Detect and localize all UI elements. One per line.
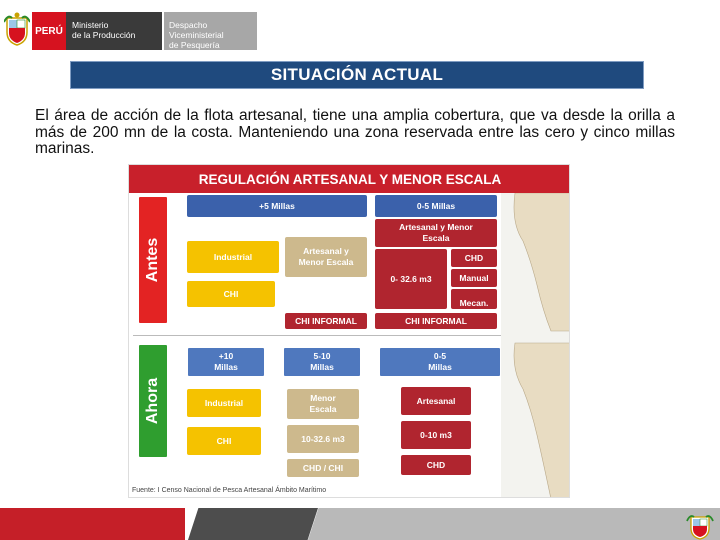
- antes-0-5-millas: 0-5 Millas: [375, 195, 497, 217]
- antes-side-label: [137, 195, 169, 325]
- figure-source: Fuente: I Censo Nacional de Pesca Artesanal Ámbito Marítimo: [132, 487, 327, 494]
- ahora-side-label: [137, 343, 169, 459]
- antes-artesanal-menor-line-2: Menor Escala: [298, 257, 354, 267]
- coat-of-arms-icon: [4, 12, 30, 46]
- ahora-chi: CHI: [187, 427, 261, 455]
- peru-logo-box: [32, 12, 66, 50]
- vice-line-2: de Pesquería: [169, 40, 220, 50]
- section-divider: [133, 335, 503, 336]
- ahora-0-5-line-2: Millas: [428, 362, 452, 372]
- ahora-industrial: Industrial: [187, 389, 261, 417]
- antes-artesanal-menor-line-1: Artesanal y: [303, 246, 349, 256]
- slide-title-text: SITUACIÓN ACTUAL: [270, 65, 444, 84]
- figure-heading-text: REGULACIÓN ARTESANAL Y MENOR ESCALA: [198, 171, 502, 187]
- antes-manual: Manual: [451, 269, 497, 287]
- ministerio-line-1: Ministerio: [72, 20, 109, 30]
- viceministerial-box: [164, 12, 257, 50]
- antes-mas5-millas: +5 Millas: [187, 195, 367, 217]
- ahora-mas10-line-1: +10: [218, 351, 234, 361]
- footer-red-stripe: [0, 508, 185, 540]
- figure-heading: [129, 165, 570, 193]
- ministerio-box: [66, 12, 162, 50]
- antes-artesanal-menor-top: [375, 219, 497, 247]
- ahora-chd: CHD: [401, 455, 471, 475]
- antes-chi: CHI: [187, 281, 275, 307]
- antes-chi-informal-left: CHI INFORMAL: [285, 313, 367, 329]
- slide-title: [70, 61, 644, 89]
- vice-line-1: Despacho Viceministerial: [169, 20, 224, 40]
- antes-artesanal-menor: [285, 237, 367, 277]
- regulation-figure: [128, 164, 570, 498]
- antes-art-menor-top-line-2: Escala: [422, 233, 450, 243]
- antes-mecan: Mecan.: [451, 289, 497, 309]
- footer-dark-stripe: [188, 508, 318, 540]
- ahora-0-5-line-1: 0-5: [433, 351, 447, 361]
- ahora-5-10-line-1: 5-10: [313, 351, 331, 361]
- peru-coast-map: [501, 193, 570, 498]
- peru-label: PERÚ: [35, 25, 63, 37]
- body-paragraph: El área de acción de la flota artesanal, tiene una amplia cobertura, que va desde la orilla a más de 200 mn de la costa. Manteniendo una zona reservada entre las cero y cinco millas marinas.: [35, 107, 675, 157]
- ahora-mas10-millas: [187, 347, 265, 377]
- antes-chi-informal-right: CHI INFORMAL: [375, 313, 497, 329]
- antes-art-menor-top-line-1: Artesanal y Menor: [399, 222, 473, 232]
- ahora-10-32-m3: 10-32.6 m3: [287, 425, 359, 453]
- footer-gray-stripe: [308, 508, 720, 540]
- ahora-chd-chi: CHD / CHI: [287, 459, 359, 477]
- ahora-5-10-line-2: Millas: [310, 362, 334, 372]
- antes-label: Antes: [144, 237, 161, 283]
- antes-chd: CHD: [451, 249, 497, 267]
- antes-0-32-m3: 0- 32.6 m3: [375, 249, 447, 309]
- ahora-menor-line-2: Escala: [309, 404, 337, 414]
- ahora-menor-escala: [287, 389, 359, 419]
- ministerio-line-2: de la Producción: [72, 30, 136, 40]
- ahora-menor-line-1: Menor: [310, 393, 336, 403]
- header: [0, 0, 720, 56]
- ahora-label: Ahora: [144, 377, 161, 425]
- ahora-0-10-m3: 0-10 m3: [401, 421, 471, 449]
- ahora-artesanal: Artesanal: [401, 387, 471, 415]
- ahora-5-10-millas: [283, 347, 361, 377]
- footer-coat-of-arms-icon: [686, 512, 714, 540]
- antes-industrial: Industrial: [187, 241, 279, 273]
- ahora-0-5-millas: [379, 347, 501, 377]
- footer-band: [0, 508, 720, 540]
- ahora-mas10-line-2: Millas: [214, 362, 238, 372]
